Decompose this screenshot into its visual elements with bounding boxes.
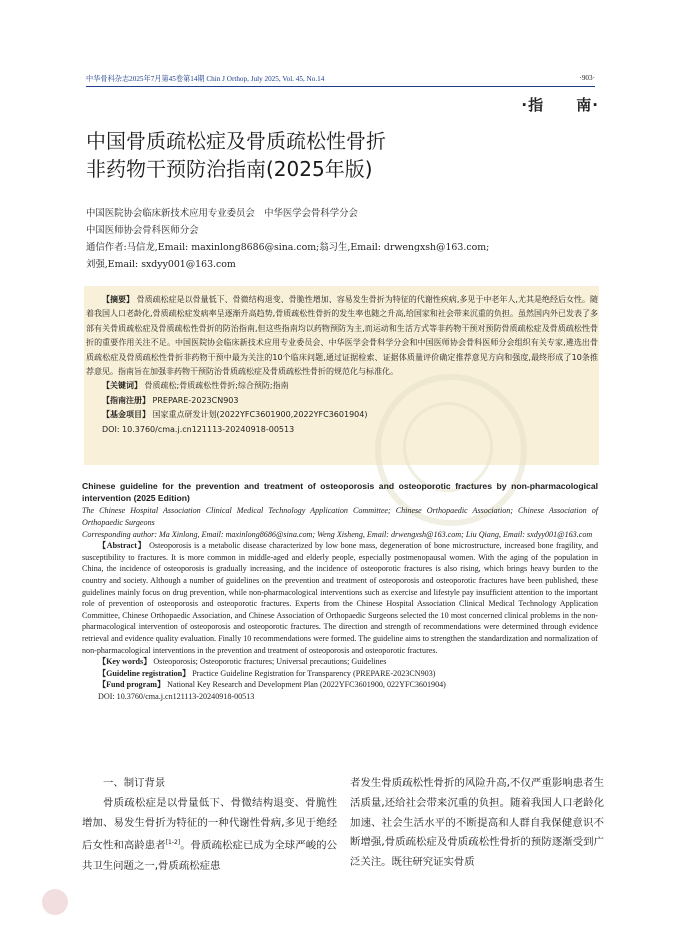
- zh-fund-value: 国家重点研发计划(2022YFC3601900,2022YFC3601904): [152, 410, 368, 420]
- en-fund-value: National Key Research and Development Plan (2022YFC3601900, 022YFC3601904): [167, 680, 446, 690]
- zh-fund-label: 【基金项目】: [102, 410, 150, 420]
- en-registration-label: 【Guideline registration】: [98, 668, 191, 678]
- en-fund: [82, 679, 598, 691]
- en-abstract-text: Osteoporosis is a metabolic disease characterized by low bone mass, degeneration of bone microstructure, increased bone fragility, and susceptibility to fractures. It is more common in middle-aged and elderly people, especially postmenopausal women. With the aging of the population in China, the incidence of osteoporosis is gradually increasing, and the incidence of osteoporotic fractures is also rising, which brings heavy burden to the country and society. Although a number of guidelines on the prevention and treatment of osteoporosis and osteoporotic fractures have been published, these guidelines mainly focus on drug prevention, while non-pharmacological interventions such as exercise and lifestyle pay insufficient attention to the important role of prevention of osteoporosis and osteoporotic fractures. Experts from the Chinese Hospital Association Clinical Medical Technology Application Committee, Chinese Orthopaedic Association, and Chinese Association of Orthopaedic Surgeons selected the 10 most concerned clinical problems in the non-pharmacological intervention of osteoporosis and osteoporotic fractures. The direction and strength of recommendations were determined through evidence retrieval and evidence quality evaluation. Finally 10 recommendations were formed. The guideline aims to strengthen the standardization and normalization of non-pharmacological interventions in the prevention and treatment of osteoporosis and osteoporotic fractures.: [82, 541, 598, 655]
- article-title: [86, 127, 506, 183]
- body-column-right: [350, 774, 604, 873]
- correspondence-line-1: 通信作者:马信龙,Email: maxinlong8686@sina.com;翁习生,Email: drwengxsh@163.com;: [86, 242, 490, 253]
- zh-keywords-label: 【关键词】: [102, 381, 142, 391]
- body-text-left: 骨质疏松症是以骨量低下、骨微结构退变、骨脆性增加、易发生骨折为特征的一种代谢性骨病,多见于绝经后女性和高龄患者: [82, 796, 337, 852]
- chinese-abstract: [86, 293, 598, 437]
- english-title: Chinese guideline for the prevention and treatment of osteoporosis and osteoporotic fractures by non-pharmacological intervention (2025 Edition): [82, 481, 598, 504]
- zh-keywords-value: 骨质疏松;骨质疏松性骨折;综合预防;指南: [144, 381, 289, 391]
- title-line-1: 中国骨质疏松症及骨质疏松性骨折: [86, 129, 386, 153]
- affiliation-line-1: 中国医院协会临床新技术应用专业委员会 中华医学会骨科学分会: [86, 208, 358, 219]
- header-rule: [86, 86, 595, 87]
- body-paragraph-right: 者发生骨质疏松性骨折的风险升高,不仅严重影响患者生活质量,还给社会带来沉重的负担。随着我国人口老龄化加速、社会生活水平的不断提高和人群自我保健意识不断增强,骨质疏松症及骨质疏松性骨折的预防逐渐受到广泛关注。既往研究证实骨质: [350, 777, 604, 869]
- affiliations: [86, 205, 606, 273]
- en-abstract-label: 【Abstract】: [98, 541, 147, 551]
- zh-registration: [86, 394, 598, 408]
- affiliation-line-2: 中国医师协会骨科医师分会: [86, 225, 199, 236]
- page-number: ·903·: [579, 74, 595, 82]
- en-abstract-paragraph: [82, 540, 598, 656]
- zh-fund: [86, 408, 598, 422]
- zh-doi: DOI: 10.3760/cma.j.cn121113-20240918-00513: [102, 424, 295, 434]
- zh-abstract-text: 骨质疏松症是以骨量低下、骨微结构退变、骨脆性增加、容易发生骨折为特征的代谢性疾病,多见于中老年人,尤其是绝经后女性。随着我国人口老龄化,骨质疏松症发病率呈逐渐升高趋势,骨质疏松性骨折的发生率也随之升高,给国家和社会带来沉重的负担。虽然国内外已发表了多部有关骨质疏松症及骨质疏松性骨折的防治指南,但这些指南均以药物预防为主,而运动和生活方式等非药物干预对预防骨质疏松症及骨质疏松性骨折的重要作用关注不足。中国医院协会临床新技术应用专业委员会、中华医学会骨科学分会和中国医师协会骨科医师分会组织有关专家,遴选出骨质疏松症及骨质疏松性骨折非药物干预中最为关注的10个临床问题,通过证据检索、证据体质量评价确定推荐意见方向和强度,最终形成了10条推荐意见。指南旨在加强非药物干预防治骨质疏松症及骨质疏松性骨折的规范化与标准化。: [86, 295, 599, 377]
- correspondence-line-2: 刘强,Email: sxdyy001@163.com: [86, 259, 236, 270]
- en-keywords: [82, 656, 598, 668]
- en-keywords-label: 【Key words】: [98, 657, 152, 667]
- zh-abstract-paragraph: [86, 293, 598, 379]
- body-text-left-cont: 。骨质疏松症已成为全球严峻的公共卫生问题之一,骨质疏松症患: [82, 839, 338, 872]
- zh-registration-value: PREPARE-2023CN903: [152, 395, 239, 405]
- publisher-logo-watermark: [42, 885, 302, 919]
- citation-superscript: [1-2]: [165, 839, 181, 847]
- en-registration: [82, 668, 598, 680]
- zh-registration-label: 【指南注册】: [102, 395, 150, 405]
- running-header: [86, 74, 595, 84]
- en-keywords-value: Osteoporosis; Osteoporotic fractures; Universal precautions; Guidelines: [153, 657, 387, 667]
- english-authors: The Chinese Hospital Association Clinical Medical Technology Application Committee; Chinese Orthopaedic Association; Chinese Association of Orthopaedic Surgeons: [82, 506, 598, 527]
- section-heading: 一、制订背景: [103, 777, 166, 789]
- title-line-2: 非药物干预防治指南(2025年版): [86, 157, 373, 181]
- journal-line: 中华骨科杂志2025年7月第45卷第14期 Chin J Orthop, July 2025, Vol. 45, No.14: [86, 75, 325, 83]
- zh-abstract-label: 【摘要】: [102, 295, 135, 304]
- en-fund-label: 【Fund program】: [98, 680, 166, 690]
- en-registration-value: Practice Guideline Registration for Transparency (PREPARE-2023CN903): [192, 668, 436, 678]
- en-doi: DOI: 10.3760/cma.j.cn121113-20240918-00513: [98, 691, 255, 701]
- publisher-emblem-icon: [42, 889, 68, 915]
- zh-keywords: [86, 379, 598, 393]
- body-column-left: [82, 774, 337, 876]
- section-tag: ·指 南·: [521, 96, 599, 114]
- english-corresponding: Corresponding author: Ma Xinlong, Email: maxinlong8686@sina.com; Weng Xisheng, Email: drwengxsh@163.com; Liu Qiang, Email: sxdyy001@163.com: [82, 529, 593, 539]
- english-abstract: [82, 480, 598, 703]
- body-paragraph-left: [82, 794, 337, 877]
